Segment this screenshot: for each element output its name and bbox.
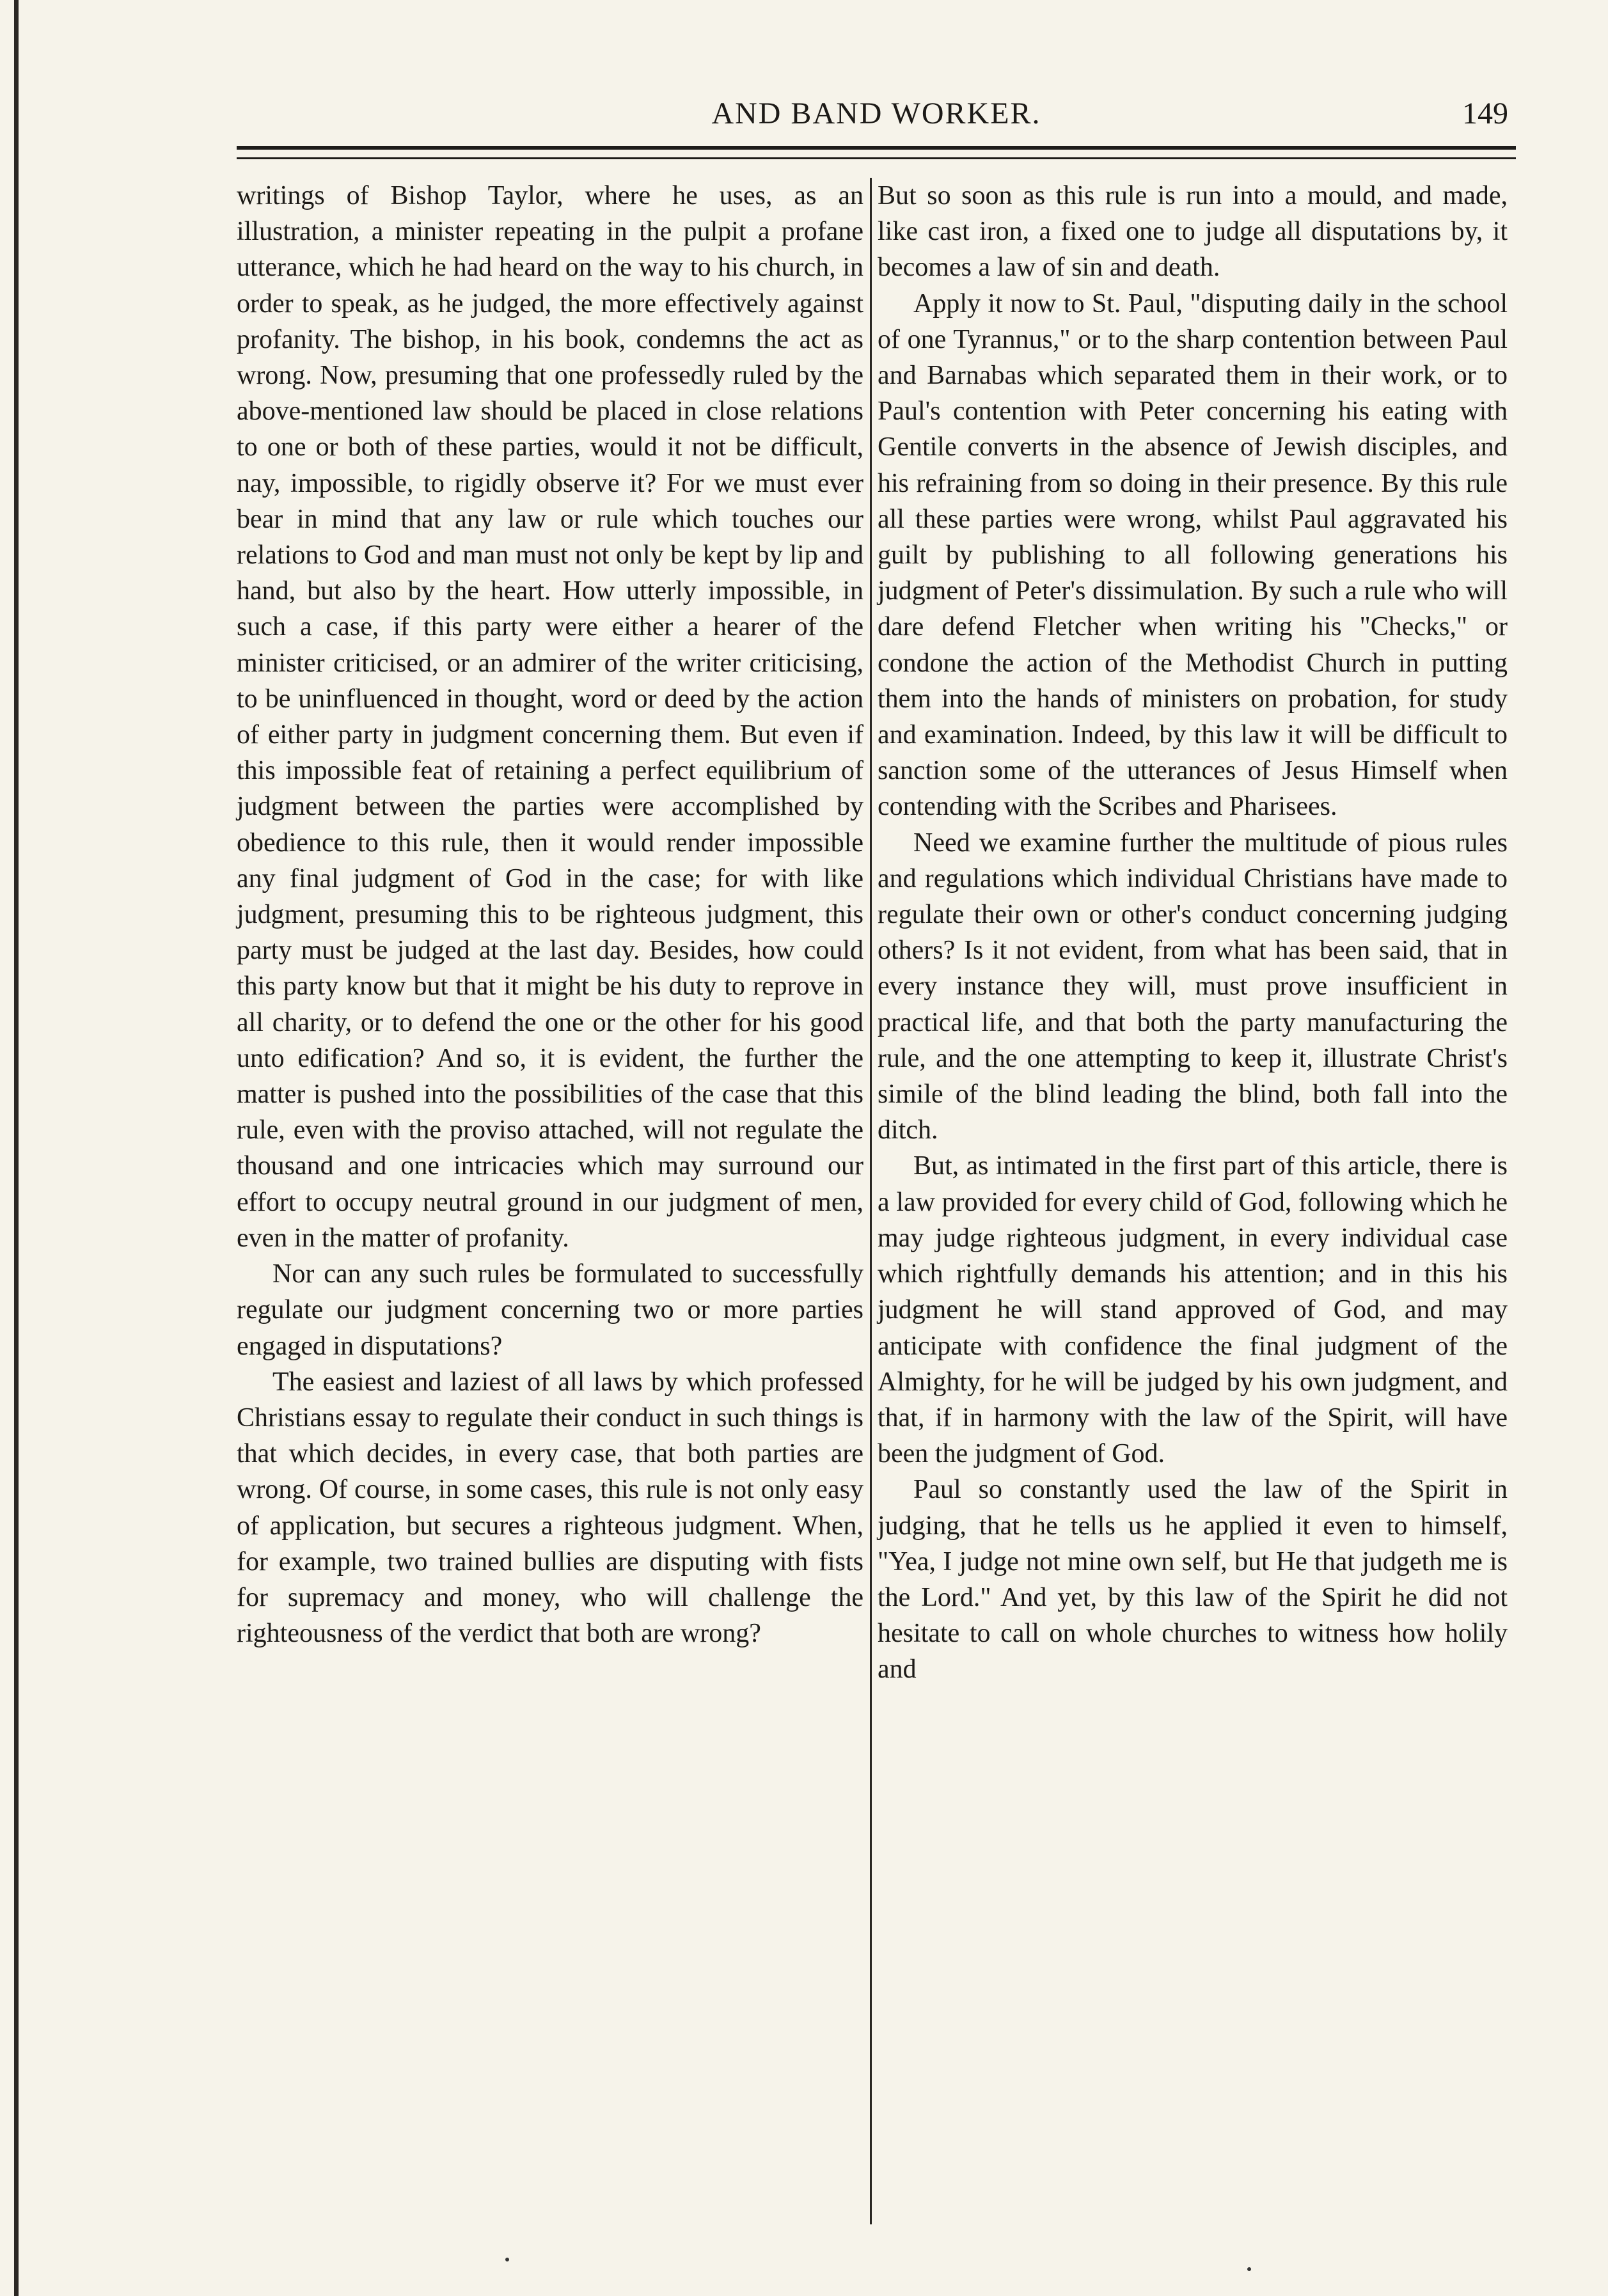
header-rule-thick	[237, 146, 1516, 150]
column-divider	[870, 178, 872, 2224]
left-paragraph-2: Nor can any such rules be formulated to successfully regulate our judgment concerning two or more parties engaged in disputations?	[237, 1259, 863, 1361]
left-column	[237, 178, 863, 2224]
left-paragraph-1: writings of Bishop Taylor, where he uses, as an illustration, a minister repeating in the pulpit a profane utterance, which he had heard on the way to his church, in order to speak, as he judged, the more effectively against profanity. The bishop, in his book, condemns the act as wrong. Now, presuming that one professedly ruled by the above-mentioned law should be placed in close relations to one or both of these parties, would it not be difficult, nay, impossible, to rigidly observe it? For we must ever bear in mind that any law or rule which touches our relations to God and man must not only be kept by lip and hand, but also by the heart. How utterly impossible, in such a case, if this party were either a hearer of the minister criticised, or an admirer of the writer criticising, to be uninfluenced in thought, word or deed by the action of either party in judgment concerning them. But even if this impossible feat of retaining a perfect equilibrium of judgment between the parties were accomplished by obedience to this rule, then it would render impossible any final judgment of God in the case; for with like judgment, presuming this to be righteous judgment, this party must be judged at the last day. Besides, how could this party know but that it might be his duty to reprove in all charity, or to defend the one or the other for his good unto edification? And so, it is evident, the further the matter is pushed into the possibilities of the case that this rule, even with the proviso attached, will not regulate the thousand and one intricacies which may surround our effort to occupy neutral ground in our judgment of men, even in the matter of profanity.	[237, 181, 863, 1253]
ink-speck	[1247, 2267, 1251, 2271]
right-paragraph-5: Paul so constantly used the law of the Spirit in judging, that he tells us he applied it even to himself, "Yea, I judge not mine own self, but He that judgeth me is the Lord." And yet, by this law of the Spirit he did not hesitate to call on whole churches to witness how holily and	[878, 1475, 1508, 1685]
page-header	[237, 96, 1516, 147]
right-paragraph-2: Apply it now to St. Paul, "disputing daily in the school of one Tyrannus," or to the sharp contention between Paul and Barnabas which separated them in their work, or to Paul's contention with Peter concerning his eating with Gentile converts in the absence of Jewish disciples, and his refraining from so doing in their presence. By this rule all these parties were wrong, whilst Paul aggravated his guilt by publishing to all following generations his judgment of Peter's dissimulation. By such a rule who will dare defend Fletcher when writing his "Checks," or condone the action of the Methodist Church in putting them into the hands of ministers on probation, for study and examination. Indeed, by this law it will be difficult to sanction some of the utterances of Jesus Himself when contending with the Scribes and Pharisees.	[878, 288, 1508, 822]
running-title: AND BAND WORKER.	[711, 97, 1041, 130]
right-paragraph-4: But, as intimated in the first part of this article, there is a law provided for every child of God, following which he may judge righteous judgment, in every individual case which rightfully demands his attention; and in this his judgment he will stand approved of God, and may anticipate with confidence the final judgment of the Almighty, for he will be judged by his own judgment, and that, if in harmony with the law of the Spirit, will have been the judgment of God.	[878, 1151, 1508, 1469]
page-number: 149	[1462, 97, 1508, 130]
right-paragraph-3: Need we examine further the multitude of pious rules and regulations which individual Christians have made to regulate their own or other's conduct concerning judging others? Is it not evident, from what has been said, that in every instance they will, must prove insufficient in practical life, and that both the party manufacturing the rule, and the one attempting to keep it, illustrate Christ's simile of the blind leading the blind, both fall into the ditch.	[878, 828, 1508, 1145]
header-rule-thin	[237, 157, 1516, 159]
right-column	[878, 178, 1508, 2224]
left-paragraph-3: The easiest and laziest of all laws by which professed Christians essay to regulate their conduct in such things is that which decides, in every case, that both parties are wrong. Of course, in some cases, this rule is not only easy of application, but secures a righteous judgment. When, for example, two trained bullies are disputing with fists for supremacy and money, who will challenge the righteousness of the verdict that both are wrong?	[237, 1367, 863, 1649]
ink-speck	[505, 2258, 509, 2261]
right-paragraph-1: But so soon as this rule is run into a mould, and made, like cast iron, a fixed one to judge all disputations by, it becomes a law of sin and death.	[878, 181, 1508, 283]
binding-edge-line	[14, 0, 19, 2296]
